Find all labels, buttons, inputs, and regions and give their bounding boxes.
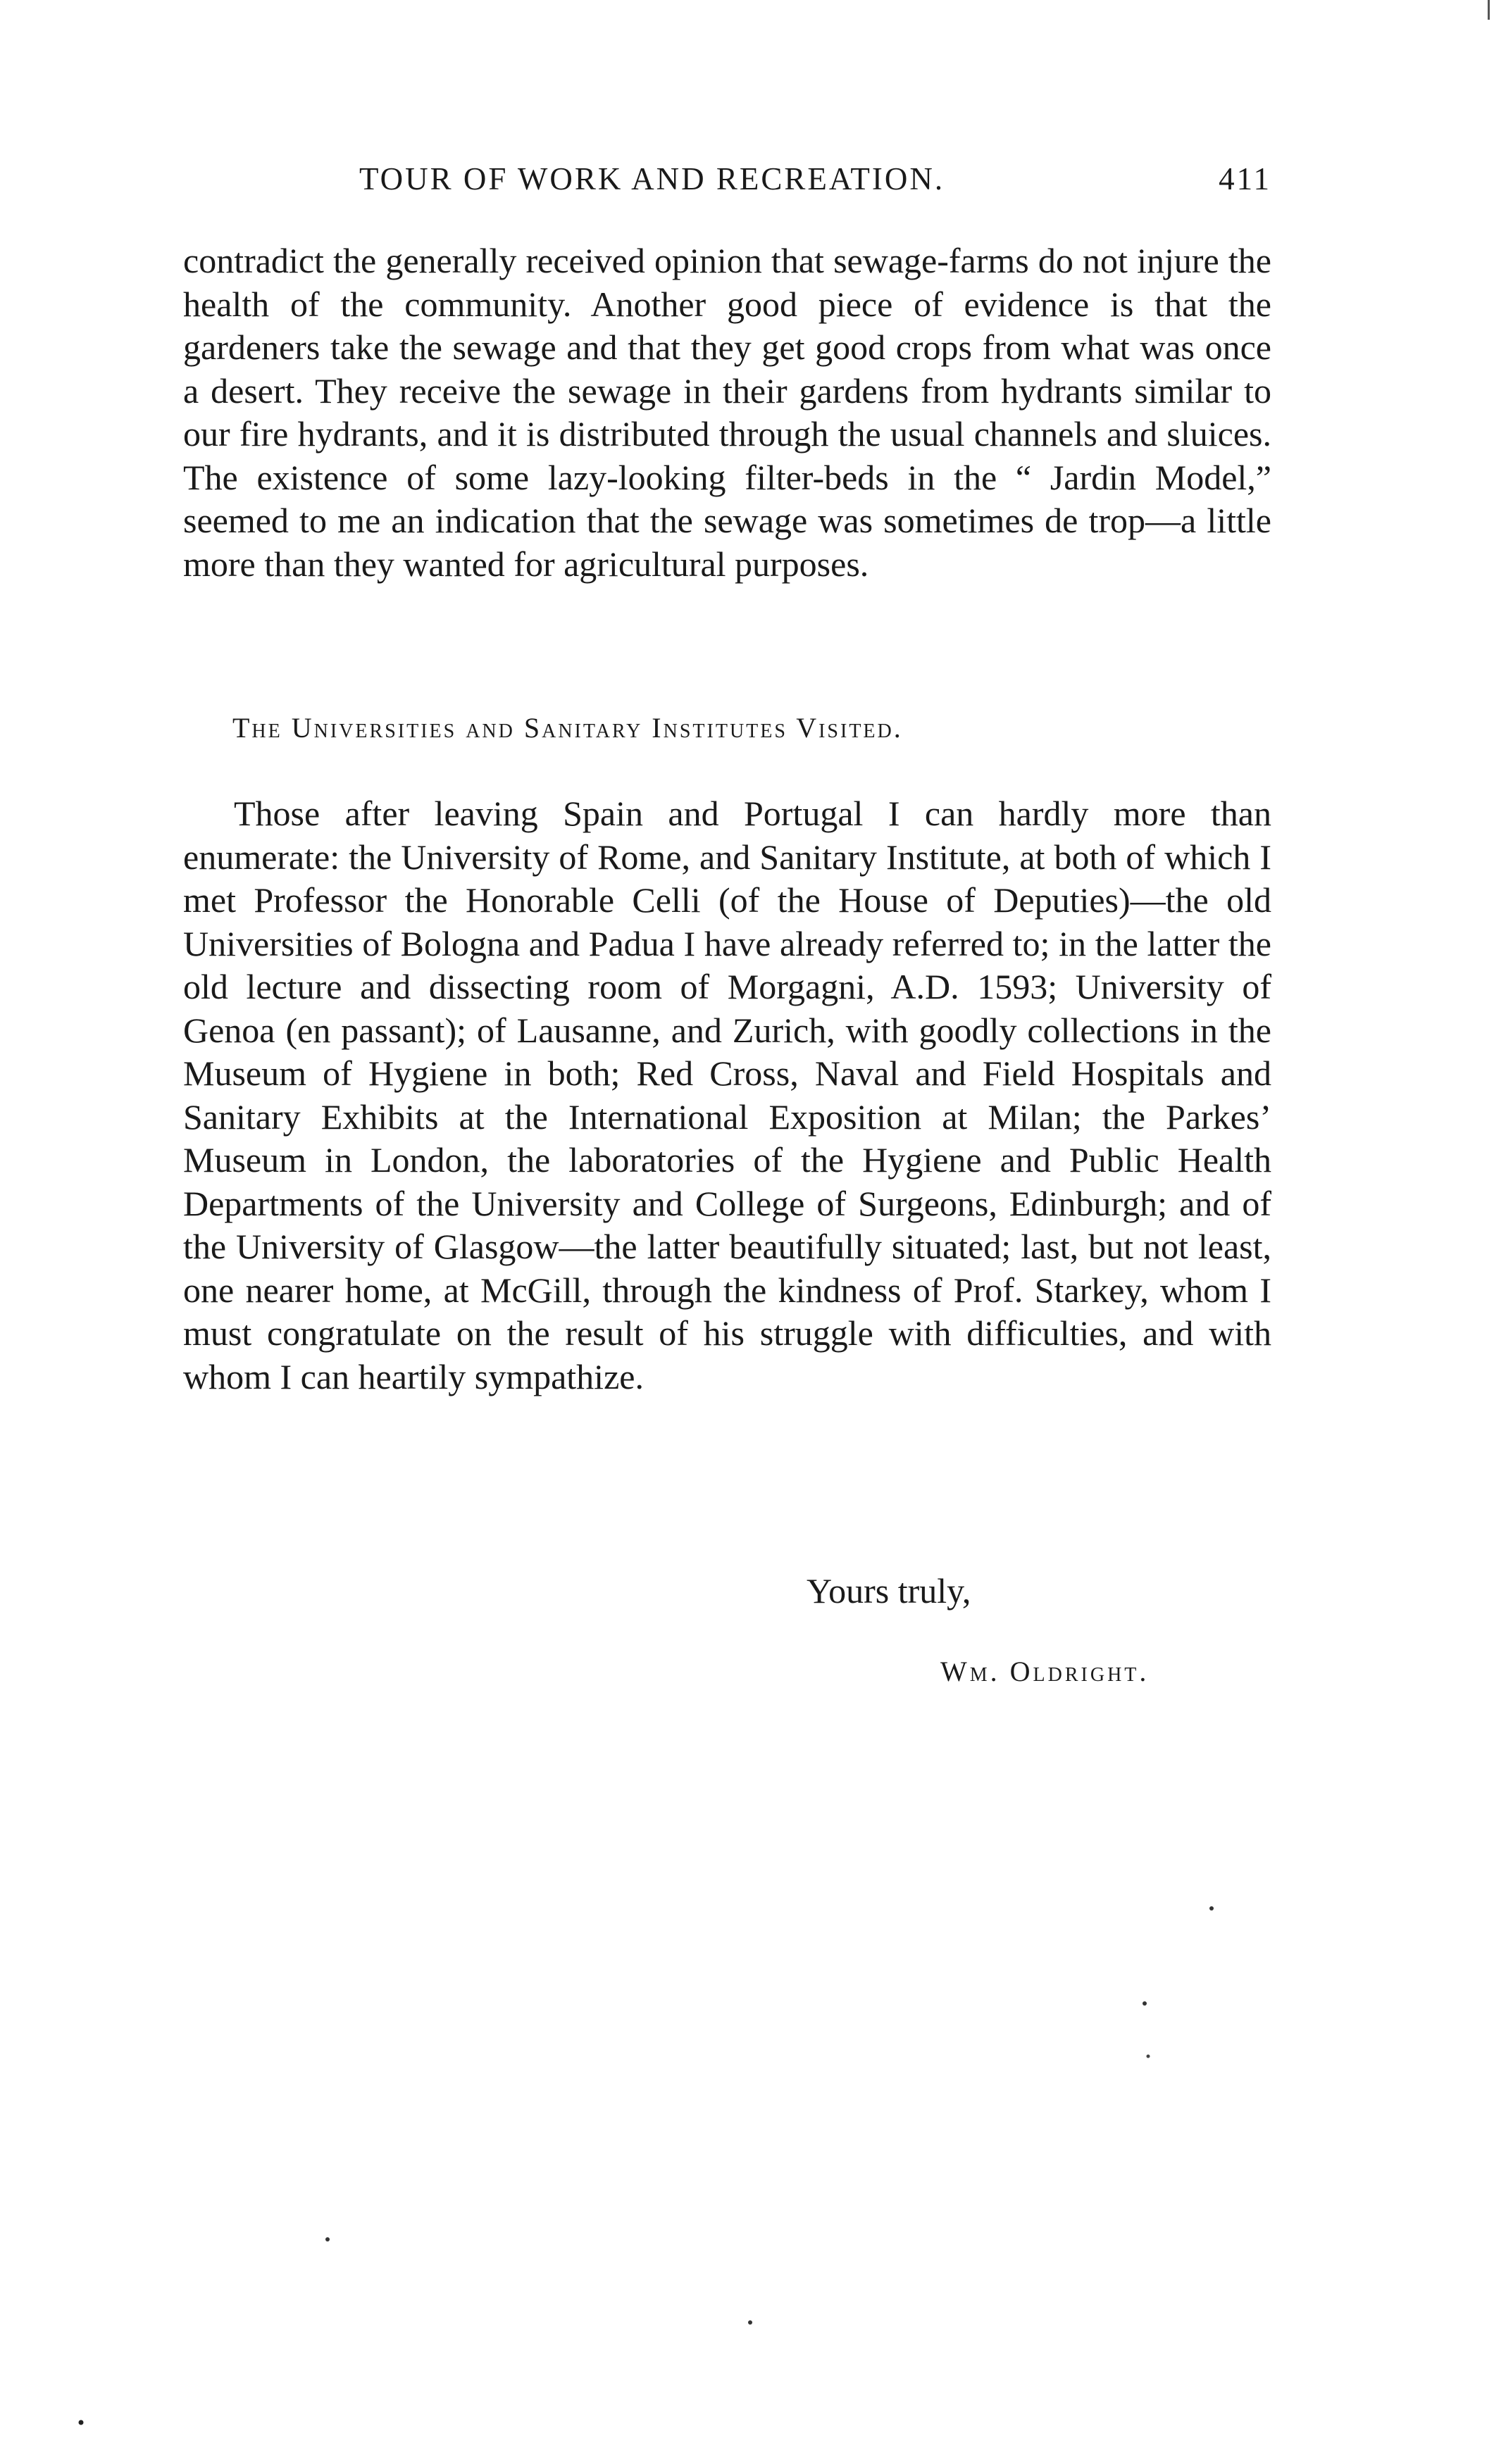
scan-speck <box>748 2320 752 2325</box>
page-edge-mark <box>1488 0 1490 20</box>
running-head <box>183 161 1271 203</box>
letter-closing: Yours truly, <box>807 1571 971 1611</box>
paragraph-universities: Those after leaving Spain and Portugal I can hardly more than enumerate: the University of Rome, and Sanitary Institute, at both of which I met Professor the Honorable Celli (of the House of Deputies)—the old Universities of Bologna and Padua I have already referred to; in the latter the old lecture and dissecting room of Morgagni, A.D. 1593; University of Genoa (en passant); of Lausanne, and Zurich, with goodly collections in the Museum of Hygiene in both; Red Cross, Naval and Field Hospitals and Sanitary Exhibits at the International Exposition at Milan; the Parkes’ Museum in London, the laboratories of the Hygiene and Public Health Departments of the University and College of Surgeons, Edinburgh; and of the University of Glasgow—the latter beautifully situated; last, but not least, one nearer home, at McGill, through the kindness of Prof. Starkey, whom I must congratulate on the result of his struggle with difficulties, and with whom I can heartily sympathize. <box>183 794 1271 1396</box>
section-heading: The Universities and Sanitary Institutes Visited. <box>232 712 903 744</box>
scan-speck <box>1209 1906 1214 1910</box>
paragraph-sewage-farms: contradict the generally received opinion that sewage-farms do not injure the health of the community. Another good piece of evidence is that the gardeners take the sewage and that they get good crops from what was once a desert. They receive the sewage in their gardens from hydrants similar to our fire hydrants, and it is distributed through the usual channels and sluices. The existence of some lazy-looking filter-beds in the “ Jardin Model,” seemed to me an indication that the sewage was sometimes de trop—a little more than they wanted for agricultural purposes. <box>183 241 1271 584</box>
scan-speck <box>325 2237 330 2241</box>
scan-speck <box>1143 2001 1147 2006</box>
running-title: TOUR OF WORK AND RECREATION. <box>359 161 945 196</box>
scan-speck <box>79 2420 84 2425</box>
page-number: 411 <box>1219 161 1271 196</box>
author-signature: Wm. Oldright. <box>940 1656 1150 1687</box>
scan-speck <box>1147 2055 1150 2058</box>
